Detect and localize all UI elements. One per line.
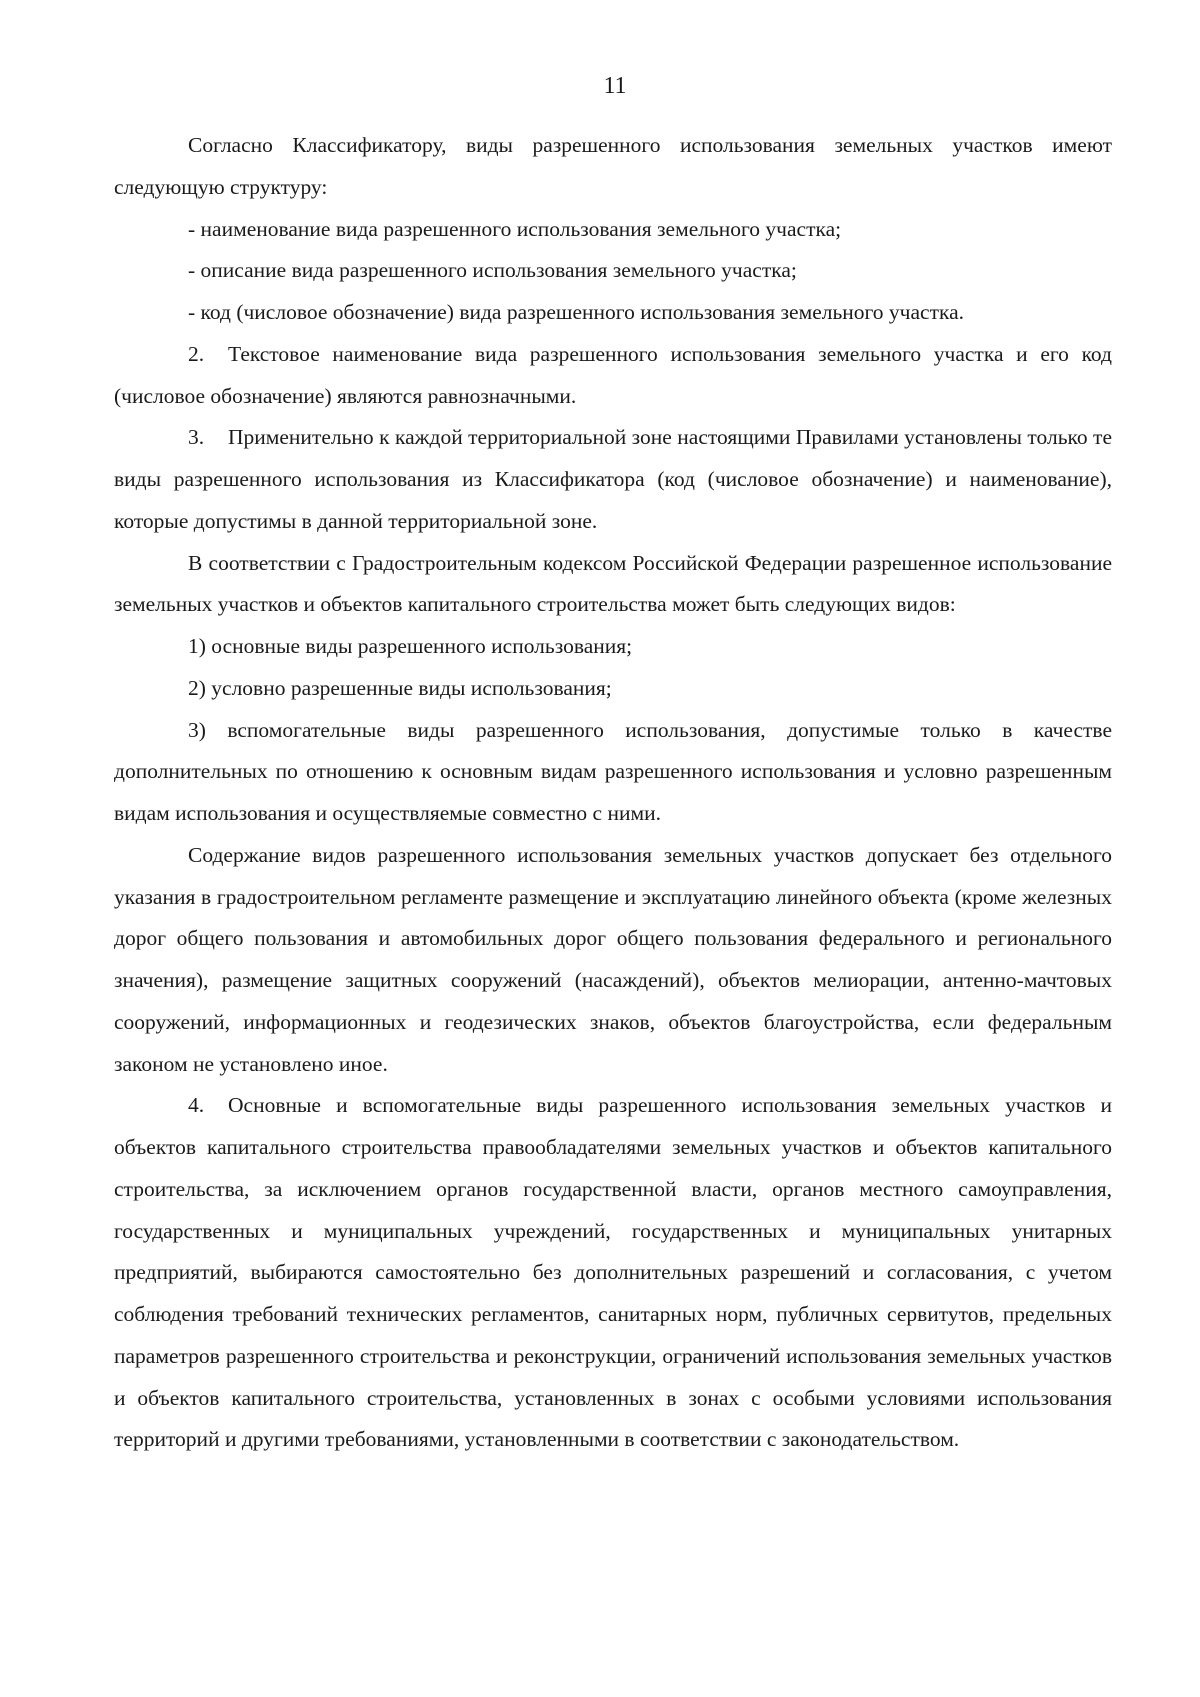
paragraph-structure-intro: Согласно Классификатору, виды разрешенного использования земельных участков имеют следующую структуру: <box>114 133 1112 199</box>
paragraph-gradcode: В соответствии с Градостроительным кодексом Российской Федерации разрешенное использование земельных участков и объектов капитального строительства может быть следующих видов: <box>114 550 1112 617</box>
paragraph-text: Основные и вспомогательные виды разрешенного использования земельных участков и объектов капитального строительства правообладателями земельных участков и объектов капитального строительства, за исключением органов государственной власти, органов местного самоуправления, государственных и муниципальных учреждений, государственных и муниципальных унитарных предприятий, выбираются самостоятельно без дополнительных разрешений и согласования, с учетом соблюдения требований технических регламентов, санитарных норм, публичных сервитутов, предельных параметров разрешенного строительства и реконструкции, ограничений использования земельных участков и объектов капитального строительства, установленных в зонах с особыми условиями использования территорий и другими требованиями, установленными в соответствии с законодательством. <box>114 1093 1112 1452</box>
page-number: 11 <box>603 73 627 99</box>
paragraph-content-types: Содержание видов разрешенного использования земельных участков допускает без отдельного указания в градостроительном регламенте размещение и эксплуатацию линейного объекта (кроме железных дорог общего пользования и автомобильных дорог общего пользования федерального и регионального значения), размещение защитных сооружений (насаждений), объектов мелиорации, антенно-мачтовых сооружений, информационных и геодезических знаков, объектов благоустройства, если федеральным законом не установлено иное. <box>114 842 1112 1076</box>
list-item-code: - код (числовое обозначение) вида разрешенного использования земельного участка. <box>188 300 965 324</box>
paragraph-item-3 <box>114 417 1112 542</box>
paragraph-item-4 <box>114 1085 1112 1461</box>
paragraph-text: Текстовое наименование вида разрешенного использования земельного участка и его код (числовое обозначение) являются равнозначными. <box>114 341 1112 408</box>
paragraph-auxiliary-types: 3) вспомогательные виды разрешенного использования, допустимые только в качестве дополнительных по отношению к основным видам разрешенного использования и условно разрешенным видам использования и осуществляемые совместно с ними. <box>114 717 1112 825</box>
list-item-main-types: 1) основные виды разрешенного использования; <box>188 634 633 658</box>
item-number: 2. <box>188 341 205 366</box>
document-body <box>114 125 1112 1461</box>
paragraph-text: Применительно к каждой территориальной зоне настоящими Правилами установлены только те виды разрешенного использования из Классификатора (код (числовое обозначение) и наименование), которые допустимы в данной территориальной зоне. <box>114 425 1112 533</box>
list-item-conditional-types: 2) условно разрешенные виды использования; <box>188 675 612 700</box>
paragraph-item-2 <box>114 334 1112 418</box>
item-number: 3. <box>188 425 205 450</box>
list-item-description: - описание вида разрешенного использования земельного участка; <box>188 258 797 283</box>
list-item-name: - наименование вида разрешенного использования земельного участка; <box>188 216 842 241</box>
item-number: 4. <box>188 1093 205 1118</box>
